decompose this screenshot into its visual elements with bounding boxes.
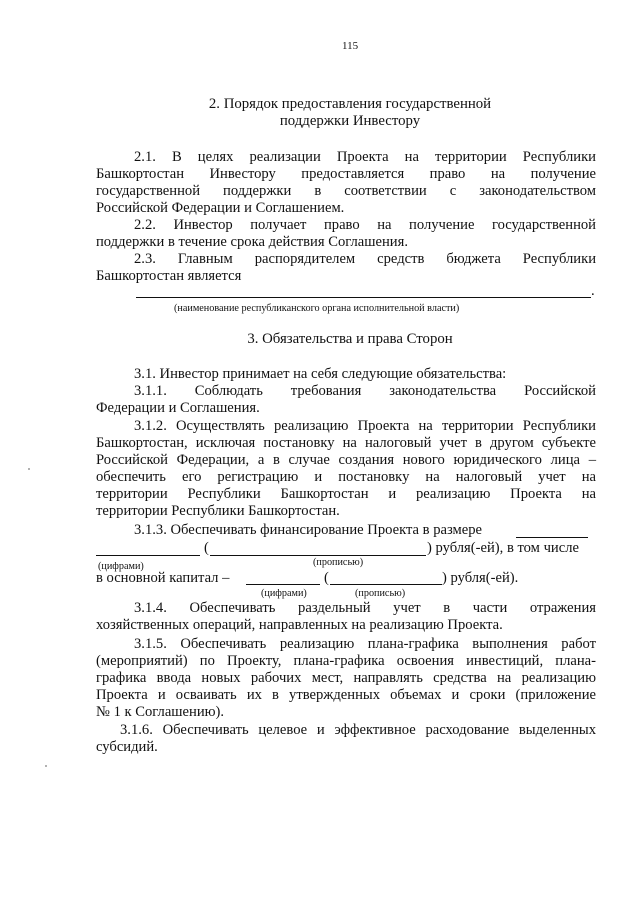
paragraph-3-1-1 bbox=[96, 383, 596, 417]
section-2-title bbox=[150, 96, 550, 130]
amount-words-blank bbox=[210, 555, 426, 556]
paragraph-line: территории Республики Башкортостан и реализацию Проекта на bbox=[96, 486, 596, 502]
paragraph-line: (мероприятий) по Проекту, плана-графика освоения инвестиций, плана- bbox=[96, 653, 596, 669]
paragraph-line: 3.1.1. Соблюдать требования законодательства Российской bbox=[134, 383, 596, 399]
capital-words-blank bbox=[330, 584, 442, 585]
paragraph-line: № 1 к Соглашению). bbox=[96, 704, 225, 720]
paragraph-line: хозяйственных операций, направленных на реализацию Проекта. bbox=[96, 617, 503, 633]
authority-caption: (наименование республиканского органа исполнительной власти) bbox=[174, 303, 460, 314]
paragraph-line: 2.2. Инвестор получает право на получение государственной bbox=[134, 217, 596, 233]
paragraph-line: 2.3. Главным распорядителем средств бюджета Республики bbox=[134, 251, 596, 267]
paragraph-2-3 bbox=[96, 251, 596, 285]
paragraph-3-1-6 bbox=[96, 722, 596, 756]
capital-open-paren: ( bbox=[324, 570, 329, 586]
paragraph-2-1 bbox=[96, 149, 596, 217]
paragraph-2-2 bbox=[96, 217, 596, 251]
paragraph-line: субсидий. bbox=[96, 739, 158, 755]
amount-open-paren: ( bbox=[204, 540, 209, 556]
paragraph-line: Федерации и Соглашения. bbox=[96, 400, 260, 416]
paragraph-line: 3.1.2. Осуществлять реализацию Проекта на территории Республики bbox=[134, 418, 596, 434]
paragraph-line: Башкортостан, исключая постановку на налоговый учет в другом субъекте bbox=[96, 435, 596, 451]
amount-close-text: ) рубля(-ей), в том числе bbox=[427, 540, 579, 556]
paragraph-line: обеспечить его регистрацию и постановку на налоговый учет на bbox=[96, 469, 596, 485]
capital-close-text: ) рубля(-ей). bbox=[442, 570, 519, 586]
paragraph-line: государственной поддержки в соответствии с законодательством bbox=[96, 183, 596, 199]
paragraph-3-1-5 bbox=[96, 636, 596, 721]
section-3-title: 3. Обязательства и права Сторон bbox=[247, 331, 453, 347]
paragraph-line: Проекта и осваивать их в утвержденных объемах и сроки (приложение bbox=[96, 687, 596, 703]
authority-name-blank bbox=[136, 297, 591, 298]
amount-digits-blank bbox=[96, 555, 200, 556]
paragraph-3-1: 3.1. Инвестор принимает на себя следующие обязательства: bbox=[134, 366, 507, 382]
section-2-title-line-1: 2. Порядок предоставления государственной bbox=[208, 96, 492, 112]
caption-words-2: (прописью) bbox=[355, 588, 406, 599]
paragraph-3-1-3-line-1: 3.1.3. Обеспечивать финансирование Проекта в размере bbox=[134, 522, 483, 538]
paragraph-line: Российской Федерации, а в случае создания нового юридического лица – bbox=[96, 452, 596, 468]
paragraph-line: территории Республики Башкортостан. bbox=[96, 503, 340, 519]
amount-blank-1 bbox=[516, 537, 588, 538]
paragraph-3-1-4 bbox=[96, 600, 596, 634]
paragraph-line: 2.1. В целях реализации Проекта на территории Республики bbox=[134, 149, 596, 165]
blank-period: . bbox=[591, 283, 595, 299]
page-number: 115 bbox=[342, 40, 359, 52]
capital-digits-blank bbox=[246, 584, 320, 585]
paragraph-line: 3.1.5. Обеспечивать реализацию плана-графика выполнения работ bbox=[134, 636, 596, 652]
scan-speck bbox=[45, 765, 47, 767]
paragraph-line: поддержки в течение срока действия Соглашения. bbox=[96, 234, 408, 250]
paragraph-line: Башкортостан Инвестору предоставляется право на получение bbox=[96, 166, 596, 182]
paragraph-line: Башкортостан является bbox=[96, 268, 242, 284]
paragraph-line: Российской Федерации и Соглашением. bbox=[96, 200, 345, 216]
section-2-title-line-2: поддержки Инвестору bbox=[279, 113, 421, 129]
caption-digits-2: (цифрами) bbox=[261, 588, 307, 599]
capital-label: в основной капитал – bbox=[96, 570, 230, 586]
paragraph-3-1-2 bbox=[96, 418, 596, 520]
paragraph-line: 3.1.4. Обеспечивать раздельный учет в части отражения bbox=[134, 600, 596, 616]
caption-words: (прописью) bbox=[313, 557, 364, 568]
paragraph-line: 3.1.6. Обеспечивать целевое и эффективное расходование выделенных bbox=[120, 722, 596, 738]
paragraph-line: графика ввода новых рабочих мест, направлять средства на реализацию bbox=[96, 670, 596, 686]
scan-speck bbox=[28, 468, 30, 470]
caption-digits: (цифрами) bbox=[98, 561, 144, 572]
